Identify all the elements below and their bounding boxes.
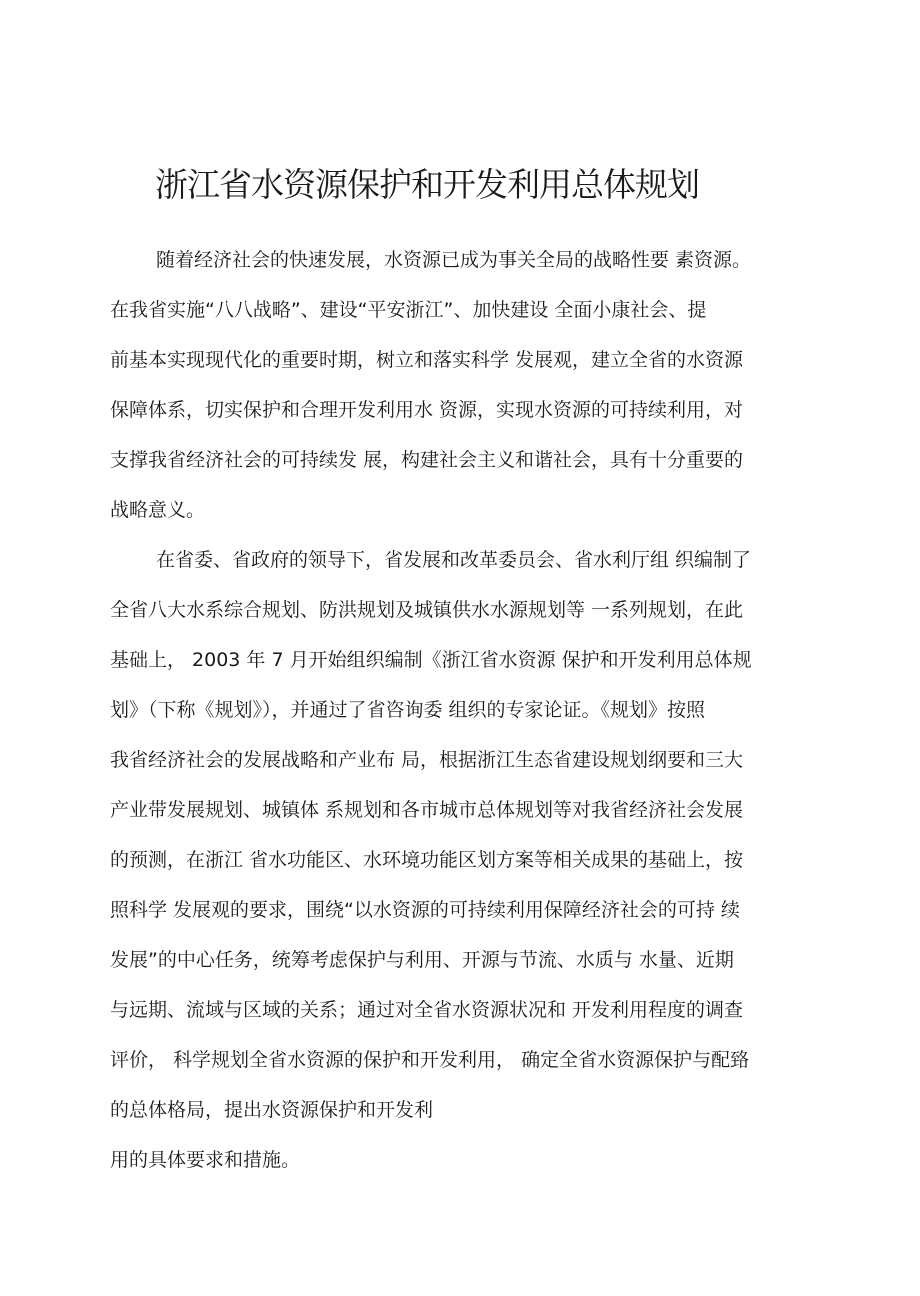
paragraph-2-line-6: 产业带发展规划、城镇体 系规划和各市城市总体规划等对我省经济社会发展	[110, 799, 744, 821]
paragraph-2-line-2: 全省八大水系综合规划、防洪规划及城镇供水水源规划等 一系列规划，在此	[110, 599, 744, 621]
paragraph-2-line-12: 的总体格局，提出水资源保护和开发利	[110, 1099, 434, 1121]
paragraph-2-line-5: 我省经济社会的发展战略和产业布 局，根据浙江生态省建设规划纲要和三大	[110, 749, 744, 771]
document-title: 浙江省水资源保护和开发利用总体规划	[155, 165, 699, 204]
paragraph-2-line-11: 评价， 科学规划全省水资源的保护和开发利用， 确定全省水资源保护与配臵	[110, 1049, 750, 1071]
paragraph-2-line-8: 照科学 发展观的要求，围绕“以水资源的可持续利用保障经济社会的可持 续	[110, 899, 740, 921]
paragraph-1-line-6: 战略意义。	[110, 499, 206, 521]
paragraph-1-line-3: 前基本实现现代化的重要时期，树立和落实科学 发展观，建立全省的水资源	[110, 349, 744, 371]
paragraph-1-line-1: 随着经济社会的快速发展，水资源已成为事关全局的战略性要 素资源。	[156, 249, 752, 271]
paragraph-1-line-2: 在我省实施“八八战略”、建设“平安浙江”、加快建设 全面小康社会、提	[110, 299, 707, 321]
paragraph-2-line-4: 划》（下称《规划》），并通过了省咨询委 组织的专家论证。《规划》按照	[110, 699, 706, 721]
paragraph-2-line-7: 的预测，在浙江 省水功能区、水环境功能区划方案等相关成果的基础上，按	[110, 849, 744, 871]
paragraph-2-line-13: 用的具体要求和措施。	[110, 1149, 301, 1171]
paragraph-2-line-9: 发展”的中心任务，统筹考虑保护与利用、开源与节流、水质与 水量、近期	[110, 949, 734, 971]
paragraph-2-line-1: 在省委、省政府的领导下，省发展和改革委员会、省水利厅组 织编制了	[156, 549, 752, 571]
paragraph-2-line-10: 与远期、流域与区域的关系；通过对全省水资源状况和 开发利用程度的调查	[110, 999, 744, 1021]
paragraph-1-line-5: 支撑我省经济社会的可持续发 展，构建社会主义和谐社会，具有十分重要的	[110, 449, 744, 471]
paragraph-2-line-3: 基础上， 2003 年 7 月开始组织编制《浙江省水资源 保护和开发利用总体规	[110, 649, 752, 671]
paragraph-1-line-4: 保障体系，切实保护和合理开发利用水 资源，实现水资源的可持续利用，对	[110, 399, 744, 421]
